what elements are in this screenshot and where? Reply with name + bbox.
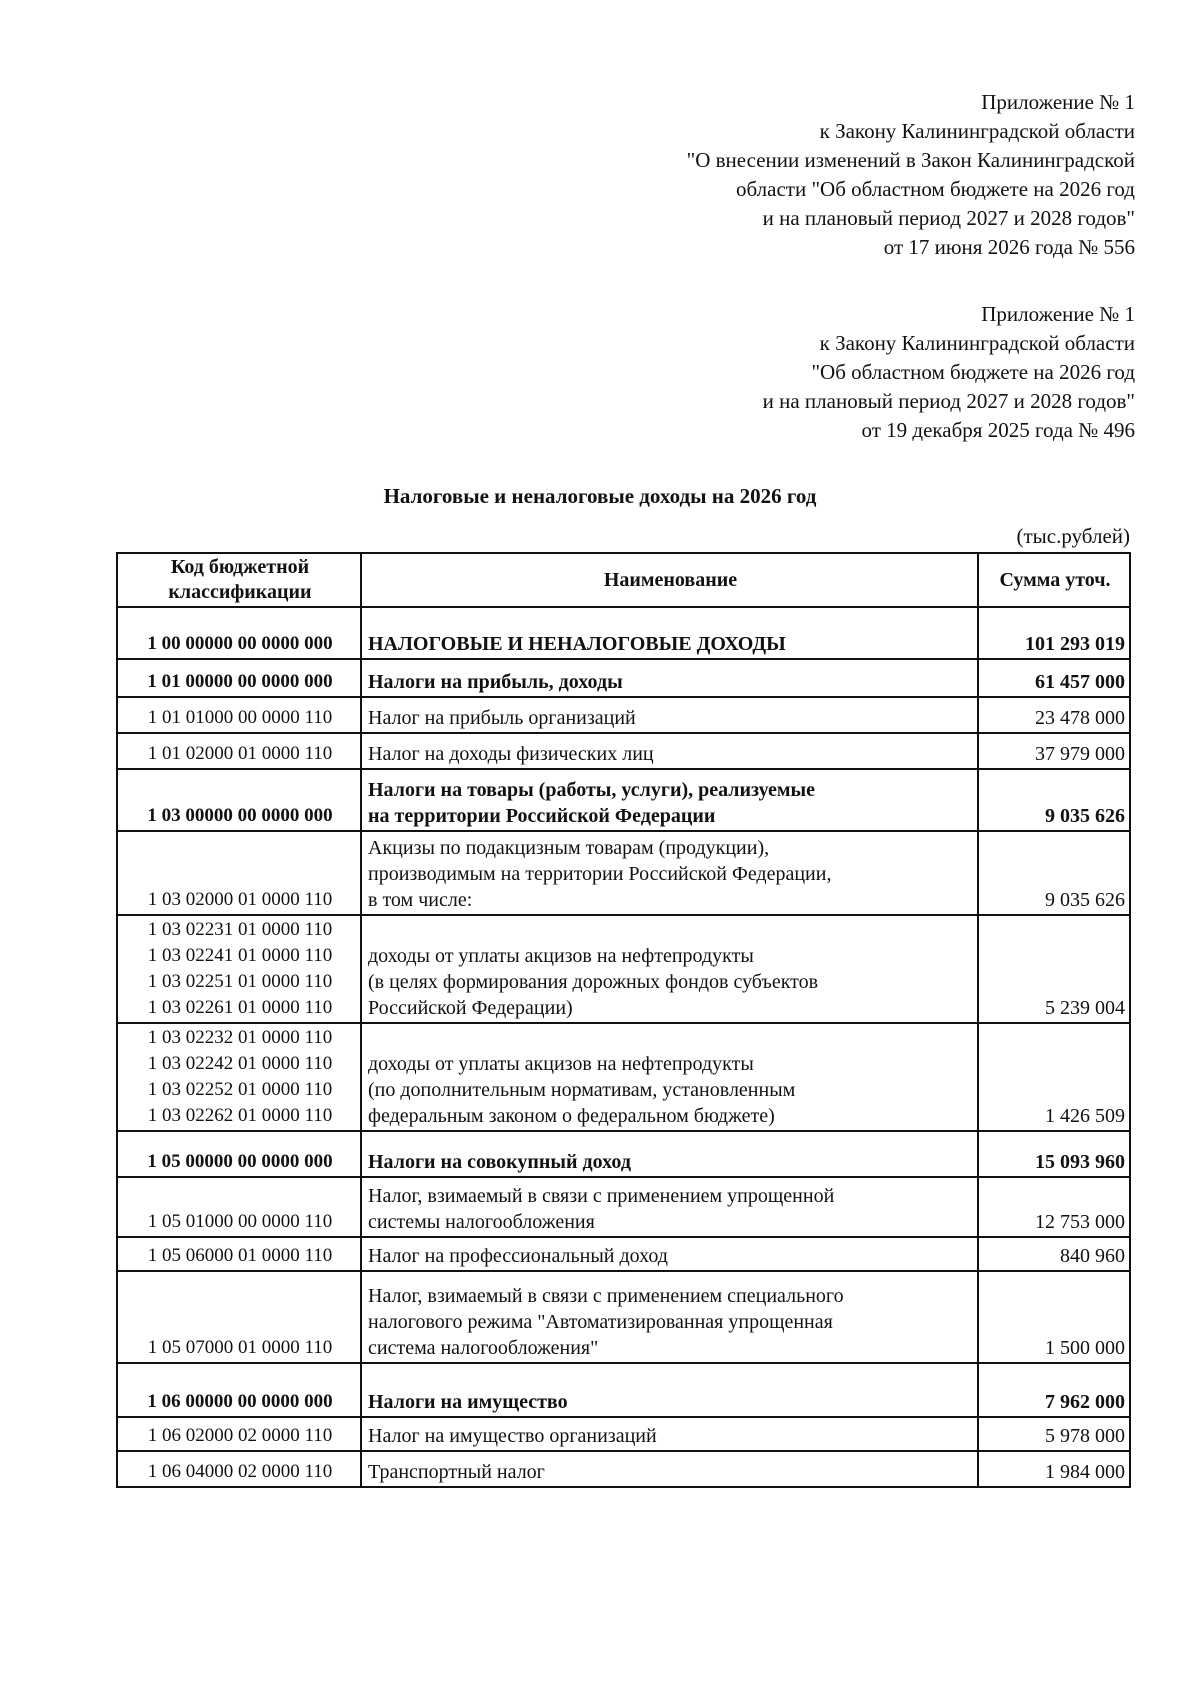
revenue-name-line: НАЛОГОВЫЕ И НЕНАЛОГОВЫЕ ДОХОДЫ (368, 633, 786, 655)
budget-code-cell (117, 1131, 361, 1177)
revenue-name-line: Налоги на товары (работы, услуги), реализуемые (368, 779, 816, 801)
revenue-name-cell (361, 697, 978, 733)
amendment-header (515, 88, 1135, 262)
revenue-table (116, 552, 1131, 1488)
budget-code: 1 03 02231 01 0000 110 (147, 919, 333, 940)
budget-code: 1 03 00000 00 0000 000 (147, 805, 333, 826)
table-row (117, 733, 1130, 769)
amount-cell: 12 753 000 (978, 1177, 1130, 1237)
revenue-name-line: Российской Федерации) (368, 997, 573, 1019)
budget-code: 1 03 02232 01 0000 110 (147, 1027, 333, 1048)
header-line: Приложение № 1 (981, 90, 1135, 114)
budget-code: 1 03 02252 01 0000 110 (147, 1079, 333, 1100)
original-law-header (515, 300, 1135, 445)
budget-code-cell (117, 1271, 361, 1363)
revenue-name-line: Транспортный налог (368, 1461, 545, 1483)
revenue-name-line: Налог, взимаемый в связи с применением упрощенной (368, 1185, 835, 1207)
revenue-name-cell (361, 831, 978, 915)
budget-code: 1 01 02000 01 0000 110 (147, 743, 333, 764)
budget-code: 1 01 01000 00 0000 110 (147, 707, 333, 728)
budget-code: 1 03 02261 01 0000 110 (147, 997, 333, 1018)
amount-cell: 5 239 004 (978, 915, 1130, 1023)
table-header-row (117, 553, 1130, 607)
budget-code-cell (117, 1451, 361, 1487)
table-row (117, 1237, 1130, 1271)
amount-cell: 1 984 000 (978, 1451, 1130, 1487)
budget-code: 1 03 02262 01 0000 110 (147, 1105, 333, 1126)
header-line: к Закону Калининградской области (819, 331, 1135, 355)
revenue-name-line: Налог на профессиональный доход (368, 1245, 668, 1267)
header-line: и на плановый период 2027 и 2028 годов" (762, 206, 1135, 230)
revenue-name-cell (361, 915, 978, 1023)
revenue-name-line: доходы от уплаты акцизов на нефтепродукты (368, 945, 754, 967)
budget-code: 1 05 06000 01 0000 110 (147, 1245, 333, 1266)
amount-cell: 7 962 000 (978, 1363, 1130, 1417)
amount-cell: 840 960 (978, 1237, 1130, 1271)
budget-code: 1 03 02242 01 0000 110 (147, 1053, 333, 1074)
budget-code-cell (117, 1177, 361, 1237)
budget-code-cell (117, 1023, 361, 1131)
revenue-name-cell (361, 1363, 978, 1417)
amount-cell: 101 293 019 (978, 607, 1130, 659)
revenue-name-line: на территории Российской Федерации (368, 805, 716, 827)
revenue-name-cell (361, 1237, 978, 1271)
budget-code-cell (117, 769, 361, 831)
revenue-name-line: системы налогообложения (368, 1211, 595, 1233)
revenue-name-cell (361, 1023, 978, 1131)
budget-code-cell (117, 915, 361, 1023)
revenue-name-cell (361, 1451, 978, 1487)
budget-code-cell (117, 607, 361, 659)
budget-code-cell (117, 1417, 361, 1451)
budget-code-cell (117, 659, 361, 697)
budget-code: 1 06 00000 00 0000 000 (147, 1391, 333, 1412)
table-row (117, 1177, 1130, 1237)
revenue-name-line: Налоги на имущество (368, 1391, 568, 1413)
budget-code: 1 05 01000 00 0000 110 (147, 1211, 333, 1232)
revenue-name-line: Налоги на совокупный доход (368, 1151, 631, 1173)
revenue-name-line: Налог, взимаемый в связи с применением специального (368, 1285, 844, 1307)
revenue-name-line: (в целях формирования дорожных фондов субъектов (368, 971, 819, 993)
revenue-name-line: федеральным законом о федеральном бюджете) (368, 1105, 775, 1127)
budget-code: 1 01 00000 00 0000 000 (147, 671, 333, 692)
table-body (117, 607, 1130, 1487)
header-line: от 17 июня 2026 года № 556 (883, 235, 1135, 259)
amount-cell: 5 978 000 (978, 1417, 1130, 1451)
table-row (117, 607, 1130, 659)
revenue-name-cell (361, 1417, 978, 1451)
table-row (117, 1271, 1130, 1363)
revenue-name-line: налогового режима "Автоматизированная упрощенная (368, 1311, 833, 1333)
budget-code-cell (117, 1363, 361, 1417)
revenue-name-line: система налогообложения" (368, 1337, 599, 1359)
column-header-sum: Сумма уточ. (978, 553, 1130, 607)
amount-cell: 15 093 960 (978, 1131, 1130, 1177)
amount-cell: 37 979 000 (978, 733, 1130, 769)
table-row (117, 659, 1130, 697)
budget-code-cell (117, 1237, 361, 1271)
revenue-name-cell (361, 607, 978, 659)
table-row (117, 831, 1130, 915)
revenue-name-line: доходы от уплаты акцизов на нефтепродукты (368, 1053, 754, 1075)
revenue-name-cell (361, 1131, 978, 1177)
header-line: Приложение № 1 (981, 302, 1135, 326)
amount-cell: 1 426 509 (978, 1023, 1130, 1131)
table-row (117, 915, 1130, 1023)
table-row (117, 769, 1130, 831)
table-row (117, 1451, 1130, 1487)
table-row (117, 1023, 1130, 1131)
revenue-name-line: Налоги на прибыль, доходы (368, 671, 623, 693)
budget-code: 1 06 04000 02 0000 110 (147, 1461, 333, 1482)
header-line: от 19 декабря 2025 года № 496 (861, 418, 1135, 442)
document-title: Налоговые и неналоговые доходы на 2026 год (383, 484, 817, 508)
table-row (117, 1363, 1130, 1417)
budget-code: 1 05 00000 00 0000 000 (147, 1151, 333, 1172)
header-line: области "Об областном бюджете на 2026 год (736, 177, 1135, 201)
header-line: к Закону Калининградской области (819, 119, 1135, 143)
budget-code: 1 05 07000 01 0000 110 (147, 1337, 333, 1358)
revenue-name-cell (361, 733, 978, 769)
column-header-code: Код бюджетной классификации (117, 553, 361, 607)
revenue-name-cell (361, 1177, 978, 1237)
revenue-name-cell (361, 769, 978, 831)
revenue-name-line: (по дополнительным нормативам, установленным (368, 1079, 796, 1101)
revenue-name-line: Налог на имущество организаций (368, 1425, 657, 1447)
amount-cell: 23 478 000 (978, 697, 1130, 733)
budget-code: 1 06 02000 02 0000 110 (147, 1425, 333, 1446)
budget-code-cell (117, 697, 361, 733)
header-line: "Об областном бюджете на 2026 год (811, 360, 1135, 384)
column-header-name: Наименование (361, 553, 978, 607)
amount-cell: 61 457 000 (978, 659, 1130, 697)
budget-code: 1 03 02251 01 0000 110 (147, 971, 333, 992)
units-label: (тыс.рублей) (1016, 524, 1130, 548)
budget-code-cell (117, 831, 361, 915)
revenue-name-cell (361, 1271, 978, 1363)
budget-code: 1 03 02000 01 0000 110 (147, 889, 333, 910)
amount-cell: 9 035 626 (978, 831, 1130, 915)
budget-code-cell (117, 733, 361, 769)
revenue-name-line: в том числе: (368, 889, 473, 911)
revenue-name-line: Акцизы по подакцизным товарам (продукции), (368, 837, 770, 859)
revenue-name-cell (361, 659, 978, 697)
budget-code: 1 00 00000 00 0000 000 (147, 633, 333, 654)
revenue-name-line: Налог на прибыль организаций (368, 707, 636, 729)
header-line: "О внесении изменений в Закон Калининградской (686, 148, 1135, 172)
amount-cell: 9 035 626 (978, 769, 1130, 831)
budget-code: 1 03 02241 01 0000 110 (147, 945, 333, 966)
table-row (117, 1131, 1130, 1177)
table-row (117, 697, 1130, 733)
header-line: и на плановый период 2027 и 2028 годов" (762, 389, 1135, 413)
amount-cell: 1 500 000 (978, 1271, 1130, 1363)
table-row (117, 1417, 1130, 1451)
revenue-name-line: производимым на территории Российской Федерации, (368, 863, 832, 885)
revenue-name-line: Налог на доходы физических лиц (368, 743, 654, 765)
